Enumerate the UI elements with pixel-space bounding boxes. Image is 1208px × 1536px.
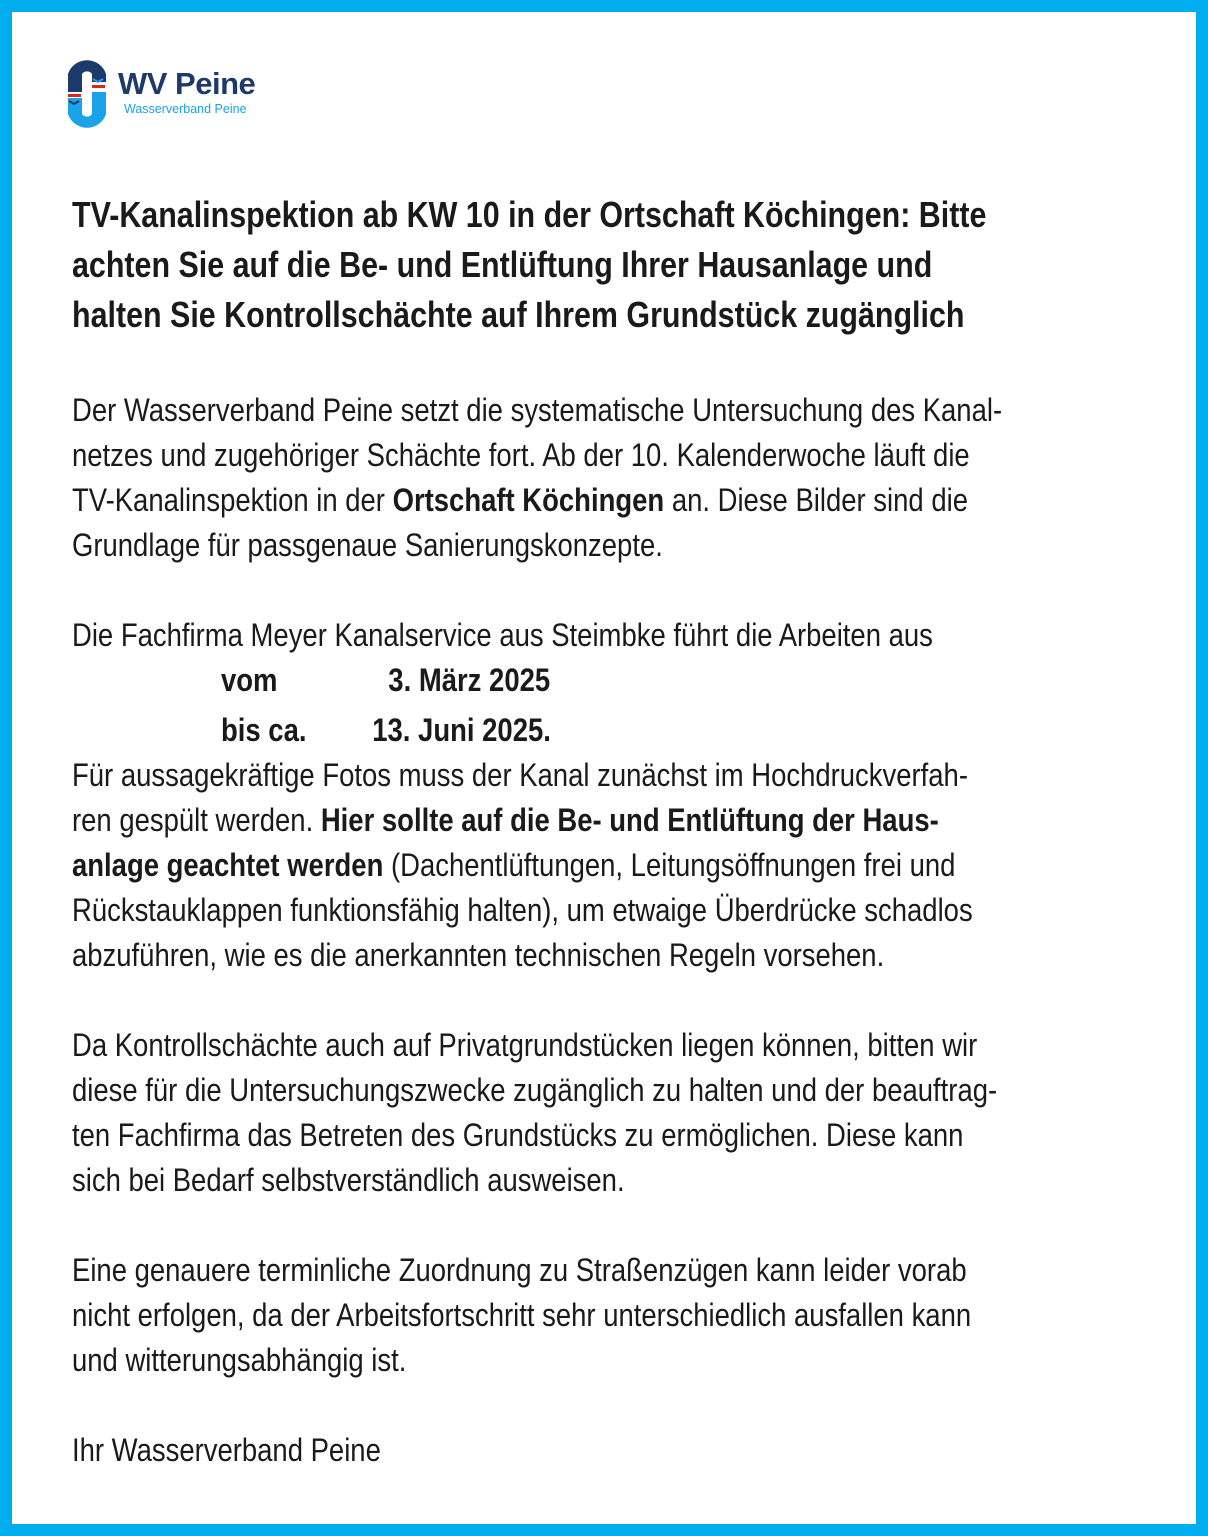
- signoff: Ihr Wasserverband Peine: [72, 1432, 381, 1468]
- paragraph-2-body: [72, 753, 1120, 978]
- text-line: [72, 843, 1120, 888]
- page-title: [72, 190, 1120, 340]
- title-line: halten Sie Kontrollschächte auf Ihrem Grundstück zugänglich: [72, 294, 965, 335]
- date-label: vom: [221, 662, 278, 698]
- text-line: Für aussagekräftige Fotos muss der Kanal zunächst im Hochdruckverfah-: [72, 757, 968, 793]
- text-line: Rückstauklappen funktionsfähig halten), um etwaige Überdrücke schadlos: [72, 892, 973, 928]
- title-line: TV-Kanalinspektion ab KW 10 in der Ortschaft Köchingen: Bitte: [72, 194, 987, 235]
- text: TV-Kanalinspektion in der: [72, 482, 393, 518]
- bold-text: Ortschaft Köchingen: [392, 482, 665, 518]
- text-line: Eine genauere terminliche Zuordnung zu Straßenzügen kann leider vorab: [72, 1252, 967, 1288]
- paragraph-2: [72, 613, 1120, 658]
- text-line: Da Kontrollschächte auch auf Privatgrundstücken liegen können, bitten wir: [72, 1027, 978, 1063]
- paragraph-4: [72, 1248, 1120, 1383]
- paragraph-1: [72, 388, 1120, 568]
- text-line: sich bei Bedarf selbstverständlich ausweisen.: [72, 1162, 625, 1198]
- text-line: netzes und zugehöriger Schächte fort. Ab der 10. Kalenderwoche läuft die: [72, 437, 970, 473]
- text: (Dachentlüftungen, Leitungsöffnungen frei und: [383, 847, 956, 883]
- paragraph-3: [72, 1023, 1120, 1203]
- text-line: [72, 798, 1120, 843]
- text-line: ten Fachfirma das Betreten des Grundstücks zu ermöglichen. Diese kann: [72, 1117, 964, 1153]
- logo-title: WV Peine: [118, 66, 256, 101]
- text-line: Grundlage für passgenaue Sanierungskonzepte.: [72, 527, 663, 563]
- text-line: nicht erfolgen, da der Arbeitsfortschritt sehr unterschiedlich ausfallen kann: [72, 1297, 972, 1333]
- text-line: Die Fachfirma Meyer Kanalservice aus Steimbke führt die Arbeiten aus: [72, 617, 933, 653]
- date-label: bis ca.: [221, 712, 307, 748]
- text-line: diese für die Untersuchungszwecke zugänglich zu halten und der beauftrag-: [72, 1072, 998, 1108]
- text-line: Der Wasserverband Peine setzt die systematische Untersuchung des Kanal-: [72, 392, 1003, 428]
- date-value: 13. Juni 2025.: [372, 712, 551, 748]
- title-line: achten Sie auf die Be- und Entlüftung Ihrer Hausanlage und: [72, 244, 933, 285]
- date-value: 3. März 2025: [388, 662, 551, 698]
- text: an. Diese Bilder sind die: [664, 482, 968, 518]
- text-line: [72, 478, 1120, 523]
- text-line: abzuführen, wie es die anerkannten technischen Regeln vorsehen.: [72, 937, 885, 973]
- bold-text: anlage geachtet werden: [72, 847, 384, 883]
- logo-subtitle: Wasserverband Peine: [124, 102, 247, 116]
- text-line: und witterungsabhängig ist.: [72, 1342, 407, 1378]
- bold-text: Hier sollte auf die Be- und Entlüftung der Haus-: [320, 802, 939, 838]
- text: ren gespült werden.: [72, 802, 321, 838]
